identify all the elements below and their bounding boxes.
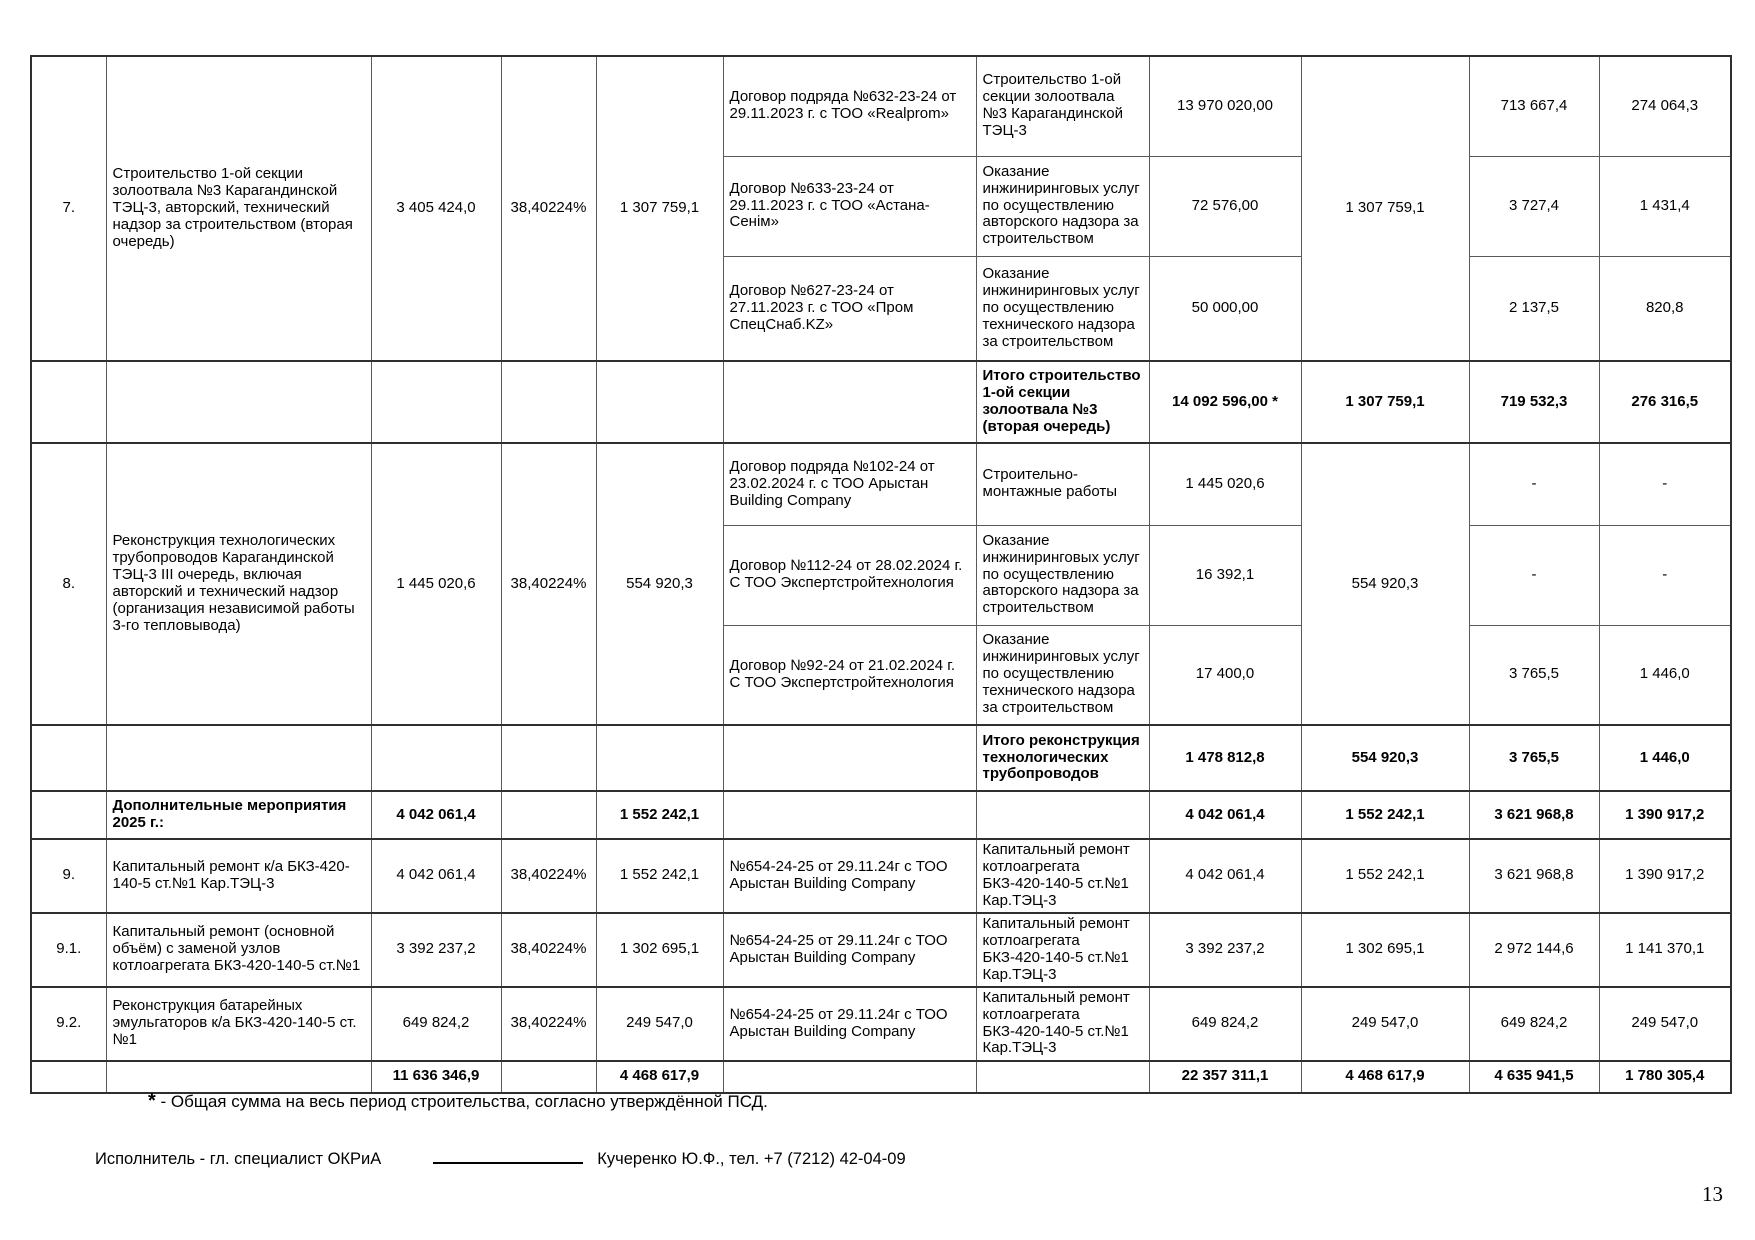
row-9-2-number: 9.2. [31,987,106,1061]
row-8-plan-amount: 554 920,3 [596,443,723,725]
row-9-1-done: 2 972 144,6 [1469,913,1599,987]
signature-block [95,1148,906,1169]
row-9-2-contract-amount: 649 824,2 [1149,987,1301,1061]
row-8-work-2: Оказание инжиниринговых услуг по осуществлению авторского надзора за строительством [976,525,1149,625]
row-7-done-1: 713 667,4 [1469,56,1599,156]
footnote [148,1090,768,1113]
additional-measures-row [31,791,1731,839]
row-8-description: Реконструкция технологических трубопроводов Карагандинской ТЭЦ-3 III очередь, включая авторский и технический надзор (организация независимой работы 3-го тепловывода) [106,443,371,725]
row-9-2-percent: 38,40224% [501,987,596,1061]
row-7-number: 7. [31,56,106,361]
subtotal-reconstruction-plan: 554 920,3 [1301,725,1469,791]
row-7-contract-2: Договор №633-23-24 от 29.11.2023 г. с ТОО «Астана-Сенім» [723,156,976,256]
row-8-percent: 38,40224% [501,443,596,725]
row-9-2-description: Реконструкция батарейных эмульгаторов к/а БКЗ-420-140-5 ст.№1 [106,987,371,1061]
subtotal-reconstruction-amount: 1 478 812,8 [1149,725,1301,791]
row-7-work-3: Оказание инжиниринговых услуг по осуществлению технического надзора за строительством [976,256,1149,361]
signature-label: Исполнитель - гл. специалист ОКРиА [95,1150,382,1168]
row-9-2-work: Капитальный ремонт котлоагрегата БКЗ-420-140-5 ст.№1 Кар.ТЭЦ-3 [976,987,1149,1061]
empty-cell [501,361,596,443]
row-8-contract-amount-2: 16 392,1 [1149,525,1301,625]
empty-cell [596,361,723,443]
row-7-work-2: Оказание инжиниринговых услуг по осуществлению авторского надзора за строительством [976,156,1149,256]
subtotal-construction-label: Итого строительство 1-ой секции золоотвала №3 (вторая очередь) [976,361,1149,443]
row-8-total-cost: 1 445 020,6 [371,443,501,725]
row-9-1-contract: №654-24-25 от 29.11.24г с ТОО Арыстан Building Company [723,913,976,987]
row-8-sub-1 [31,443,1731,525]
row-9-done: 3 621 968,8 [1469,839,1599,913]
row-9-percent: 38,40224% [501,839,596,913]
empty-cell [723,361,976,443]
additional-measures-label: Дополнительные мероприятия 2025 г.: [106,791,371,839]
signature-line [433,1148,583,1164]
row-7-total-cost: 3 405 424,0 [371,56,501,361]
subtotal-reconstruction-paid: 1 446,0 [1599,725,1731,791]
row-8-work-1: Строительно-монтажные работы [976,443,1149,525]
empty-cell [596,725,723,791]
signature-name: Кучеренко Ю.Ф., тел. +7 (7212) 42-04-09 [597,1150,906,1168]
row-9-2-total-cost: 649 824,2 [371,987,501,1061]
row-7-contract-amount-2: 72 576,00 [1149,156,1301,256]
row-9-2-plan-amount: 249 547,0 [596,987,723,1061]
row-7-done-2: 3 727,4 [1469,156,1599,256]
empty-cell [723,1061,976,1093]
grand-total-amount: 22 357 311,1 [1149,1061,1301,1093]
subtotal-construction-row [31,361,1731,443]
row-9-paid: 1 390 917,2 [1599,839,1731,913]
empty-cell [31,361,106,443]
empty-cell [723,725,976,791]
row-7-paid-3: 820,8 [1599,256,1731,361]
row-9-1-plan-amount: 1 302 695,1 [596,913,723,987]
row-9-1-contract-amount: 3 392 237,2 [1149,913,1301,987]
empty-cell [976,791,1149,839]
empty-cell [371,361,501,443]
row-9-contract-amount: 4 042 061,4 [1149,839,1301,913]
row-9-2-contract: №654-24-25 от 29.11.24г с ТОО Арыстан Building Company [723,987,976,1061]
row-7-contract-amount-3: 50 000,00 [1149,256,1301,361]
row-8-contract-amount-1: 1 445 020,6 [1149,443,1301,525]
row-9-plan-amount: 1 552 242,1 [596,839,723,913]
row-7-percent: 38,40224% [501,56,596,361]
row-9-work: Капитальный ремонт котлоагрегата БКЗ-420-140-5 ст.№1 Кар.ТЭЦ-3 [976,839,1149,913]
row-9-2-plan2: 249 547,0 [1301,987,1469,1061]
row-7-plan-amount: 1 307 759,1 [596,56,723,361]
subtotal-reconstruction-label: Итого реконструкция технологических трубопроводов [976,725,1149,791]
row-9-2 [31,987,1731,1061]
additional-measures-amount: 4 042 061,4 [1149,791,1301,839]
grand-total-paid: 1 780 305,4 [1599,1061,1731,1093]
additional-measures-paid: 1 390 917,2 [1599,791,1731,839]
subtotal-construction-done: 719 532,3 [1469,361,1599,443]
row-9-2-paid: 249 547,0 [1599,987,1731,1061]
row-7-merged-plan: 1 307 759,1 [1301,56,1469,361]
subtotal-reconstruction-row [31,725,1731,791]
subtotal-construction-paid: 276 316,5 [1599,361,1731,443]
row-8-work-3: Оказание инжиниринговых услуг по осуществлению технического надзора за строительством [976,625,1149,725]
row-9-1-percent: 38,40224% [501,913,596,987]
subtotal-construction-plan: 1 307 759,1 [1301,361,1469,443]
empty-cell [371,725,501,791]
row-9-1-total-cost: 3 392 237,2 [371,913,501,987]
row-9-plan2: 1 552 242,1 [1301,839,1469,913]
empty-cell [106,725,371,791]
row-7-contract-amount-1: 13 970 020,00 [1149,56,1301,156]
empty-cell [501,1061,596,1093]
row-7-description: Строительство 1-ой секции золоотвала №3 Карагандинской ТЭЦ-3, авторский, технический надзор за строительством (вторая очередь) [106,56,371,361]
row-8-number: 8. [31,443,106,725]
row-8-contract-2: Договор №112-24 от 28.02.2024 г. С ТОО Экспертстройтехнология [723,525,976,625]
empty-cell [501,791,596,839]
footnote-star: * [148,1090,156,1112]
additional-measures-plan2: 1 552 242,1 [1301,791,1469,839]
empty-cell [723,791,976,839]
empty-cell [501,725,596,791]
row-8-contract-3: Договор №92-24 от 21.02.2024 г. С ТОО Экспертстройтехнология [723,625,976,725]
additional-measures-total: 4 042 061,4 [371,791,501,839]
row-9-1-paid: 1 141 370,1 [1599,913,1731,987]
row-7-contract-3: Договор №627-23-24 от 27.11.2023 г. с ТОО «Пром СпецСнаб.KZ» [723,256,976,361]
empty-cell [106,1061,371,1093]
row-9-total-cost: 4 042 061,4 [371,839,501,913]
row-8-paid-1: - [1599,443,1731,525]
row-8-paid-3: 1 446,0 [1599,625,1731,725]
row-9-number: 9. [31,839,106,913]
row-7-sub-1 [31,56,1731,156]
row-9-1-plan2: 1 302 695,1 [1301,913,1469,987]
row-7-done-3: 2 137,5 [1469,256,1599,361]
footnote-text: - Общая сумма на весь период строительства, согласно утверждённой ПСД. [155,1092,768,1111]
empty-cell [31,1061,106,1093]
empty-cell [31,725,106,791]
row-7-contract-1: Договор подряда №632-23-24 от 29.11.2023 г. с ТОО «Realprom» [723,56,976,156]
row-8-done-3: 3 765,5 [1469,625,1599,725]
grand-total-plan: 4 468 617,9 [596,1061,723,1093]
grand-total-row [31,1061,1731,1093]
subtotal-construction-amount: 14 092 596,00 * [1149,361,1301,443]
row-9-1-description: Капитальный ремонт (основной объём) с заменой узлов котлоагрегата БКЗ-420-140-5 ст.№1 [106,913,371,987]
row-7-work-1: Строительство 1-ой секции золоотвала №3 Карагандинской ТЭЦ-3 [976,56,1149,156]
row-8-done-1: - [1469,443,1599,525]
contracts-table [30,55,1732,1094]
row-9-1-work: Капитальный ремонт котлоагрегата БКЗ-420-140-5 ст.№1 Кар.ТЭЦ-3 [976,913,1149,987]
row-7-paid-2: 1 431,4 [1599,156,1731,256]
row-9-1-number: 9.1. [31,913,106,987]
grand-total-cost: 11 636 346,9 [371,1061,501,1093]
row-8-contract-amount-3: 17 400,0 [1149,625,1301,725]
row-7-paid-1: 274 064,3 [1599,56,1731,156]
row-9-contract: №654-24-25 от 29.11.24г с ТОО Арыстан Building Company [723,839,976,913]
row-8-contract-1: Договор подряда №102-24 от 23.02.2024 г. с ТОО Арыстан Building Company [723,443,976,525]
row-9 [31,839,1731,913]
empty-cell [976,1061,1149,1093]
row-9-1 [31,913,1731,987]
row-9-2-done: 649 824,2 [1469,987,1599,1061]
grand-total-done: 4 635 941,5 [1469,1061,1599,1093]
grand-total-plan2: 4 468 617,9 [1301,1061,1469,1093]
row-8-paid-2: - [1599,525,1731,625]
subtotal-reconstruction-done: 3 765,5 [1469,725,1599,791]
additional-measures-plan: 1 552 242,1 [596,791,723,839]
empty-cell [106,361,371,443]
row-8-merged-plan: 554 920,3 [1301,443,1469,725]
row-8-done-2: - [1469,525,1599,625]
page-number: 13 [1702,1182,1723,1206]
empty-cell [31,791,106,839]
row-9-description: Капитальный ремонт к/а БКЗ-420-140-5 ст.№1 Кар.ТЭЦ-3 [106,839,371,913]
additional-measures-done: 3 621 968,8 [1469,791,1599,839]
